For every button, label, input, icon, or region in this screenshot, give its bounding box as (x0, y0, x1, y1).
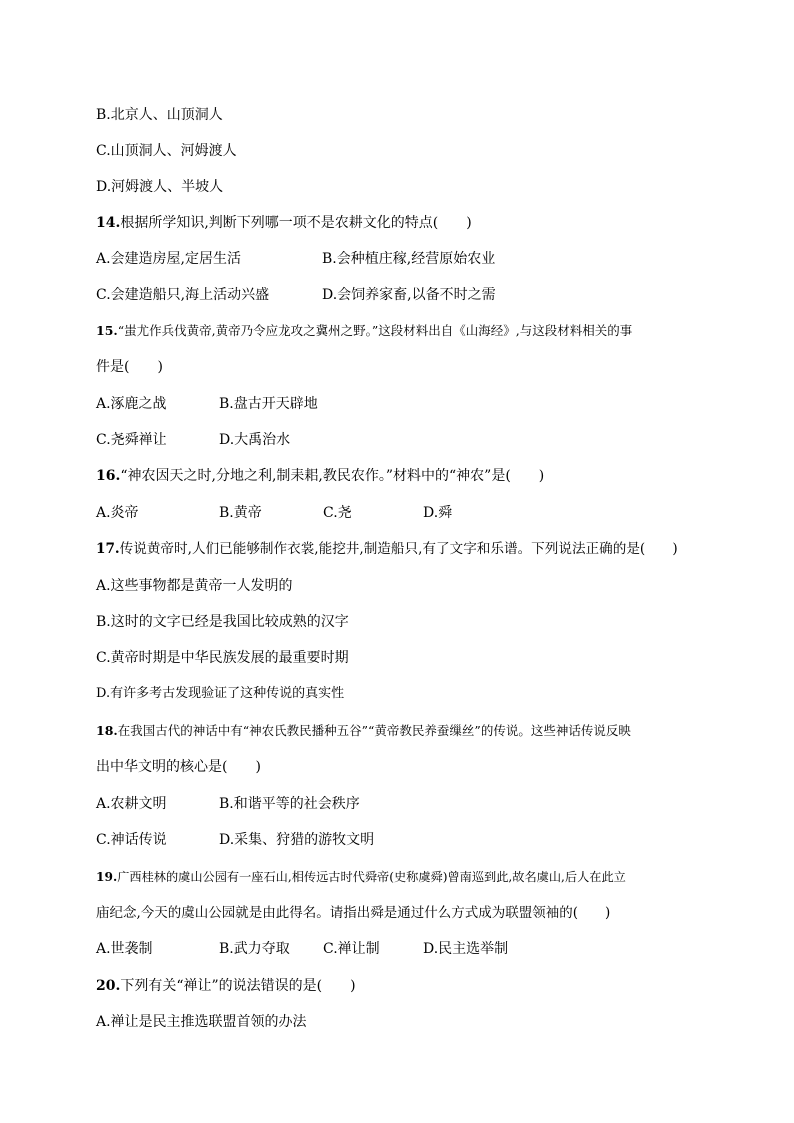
q13-option-c: C.山顶洞人、河姆渡人 (96, 143, 237, 159)
question-17 (96, 540, 678, 558)
question-stem: 在我国古代的神话中有“神农氏教民播种五谷”“黄帝教民养蚕缫丝”的传说。这些神话传说反映 (117, 723, 631, 738)
question-stem: “神农因天之时,分地之利,制耒耜,教民农作。”材料中的“神农”是( ) (120, 468, 545, 484)
question-15 (96, 322, 632, 340)
q19-option-c: C.禅让制 (323, 941, 380, 957)
q17-option-b: B.这时的文字已经是我国比较成熟的汉字 (96, 614, 349, 630)
q17-option-c: C.黄帝时期是中华民族发展的最重要时期 (96, 650, 349, 666)
question-stem: 根据所学知识,判断下列哪一项不是农耕文化的特点( ) (120, 215, 472, 231)
q17-option-d: D.有许多考古发现验证了这种传说的真实性 (96, 686, 345, 701)
q17-option-a: A.这些事物都是黄帝一人发明的 (96, 578, 293, 594)
question-number: 14. (96, 215, 121, 231)
q13-option-d: D.河姆渡人、半坡人 (96, 179, 224, 195)
q16-option-b: B.黄帝 (219, 505, 262, 521)
question-number: 20. (96, 978, 121, 994)
question-18 (96, 722, 631, 740)
q18-option-a: A.农耕文明 (96, 796, 167, 812)
q13-option-b: B.北京人、山顶洞人 (96, 107, 223, 123)
q18-option-c: C.神话传说 (96, 832, 167, 848)
q15-option-a: A.涿鹿之战 (96, 396, 167, 412)
question-stem: 下列有关“禅让”的说法错误的是( ) (120, 978, 356, 994)
q18-option-d: D.采集、狩猎的游牧文明 (219, 832, 375, 848)
question-number: 15. (96, 323, 118, 338)
q19-option-d: D.民主选举制 (423, 941, 509, 957)
question-stem: 广西桂林的虞山公园有一座石山,相传远古时代舜帝(史称虞舜)曾南巡到此,故名虞山,后人在此立 (117, 870, 626, 884)
question-number: 19. (96, 870, 118, 884)
question-20 (96, 977, 356, 995)
question-number: 16. (96, 468, 121, 484)
q18-option-b: B.和谐平等的社会秩序 (219, 796, 360, 812)
question-15-cont: 件是( ) (96, 359, 163, 375)
question-stem: “蚩尤作兵伐黄帝,黄帝乃令应龙攻之冀州之野。”这段材料出自《山海经》,与这段材料相关的事 (117, 323, 633, 338)
q14-option-c: C.会建造船只,海上活动兴盛 (96, 287, 270, 303)
question-16 (96, 467, 544, 485)
q14-option-a: A.会建造房屋,定居生活 (96, 251, 242, 267)
q19-option-b: B.武力夺取 (219, 941, 290, 957)
question-19-cont: 庙纪念,今天的虞山公园就是由此得名。请指出舜是通过什么方式成为联盟领袖的( ) (96, 905, 611, 921)
question-number: 18. (96, 723, 118, 738)
q15-option-c: C.尧舜禅让 (96, 432, 167, 448)
question-stem: 传说黄帝时,人们已能够制作衣裳,能挖井,制造船只,有了文字和乐谱。下列说法正确的是( ) (119, 541, 678, 557)
q16-option-a: A.炎帝 (96, 505, 139, 521)
question-19 (96, 868, 626, 886)
question-18-cont: 出中华文明的核心是( ) (96, 759, 261, 775)
q15-option-b: B.盘古开天辟地 (219, 396, 318, 412)
q16-option-d: D.舜 (423, 505, 453, 521)
q16-option-c: C.尧 (323, 505, 352, 521)
q14-option-b: B.会种植庄稼,经营原始农业 (322, 251, 496, 267)
q15-option-d: D.大禹治水 (219, 432, 291, 448)
q19-option-a: A.世袭制 (96, 941, 153, 957)
q14-option-d: D.会饲养家畜,以备不时之需 (322, 287, 496, 303)
q20-option-a: A.禅让是民主推选联盟首领的办法 (96, 1014, 307, 1030)
question-number: 17. (96, 541, 120, 557)
question-14 (96, 214, 472, 232)
